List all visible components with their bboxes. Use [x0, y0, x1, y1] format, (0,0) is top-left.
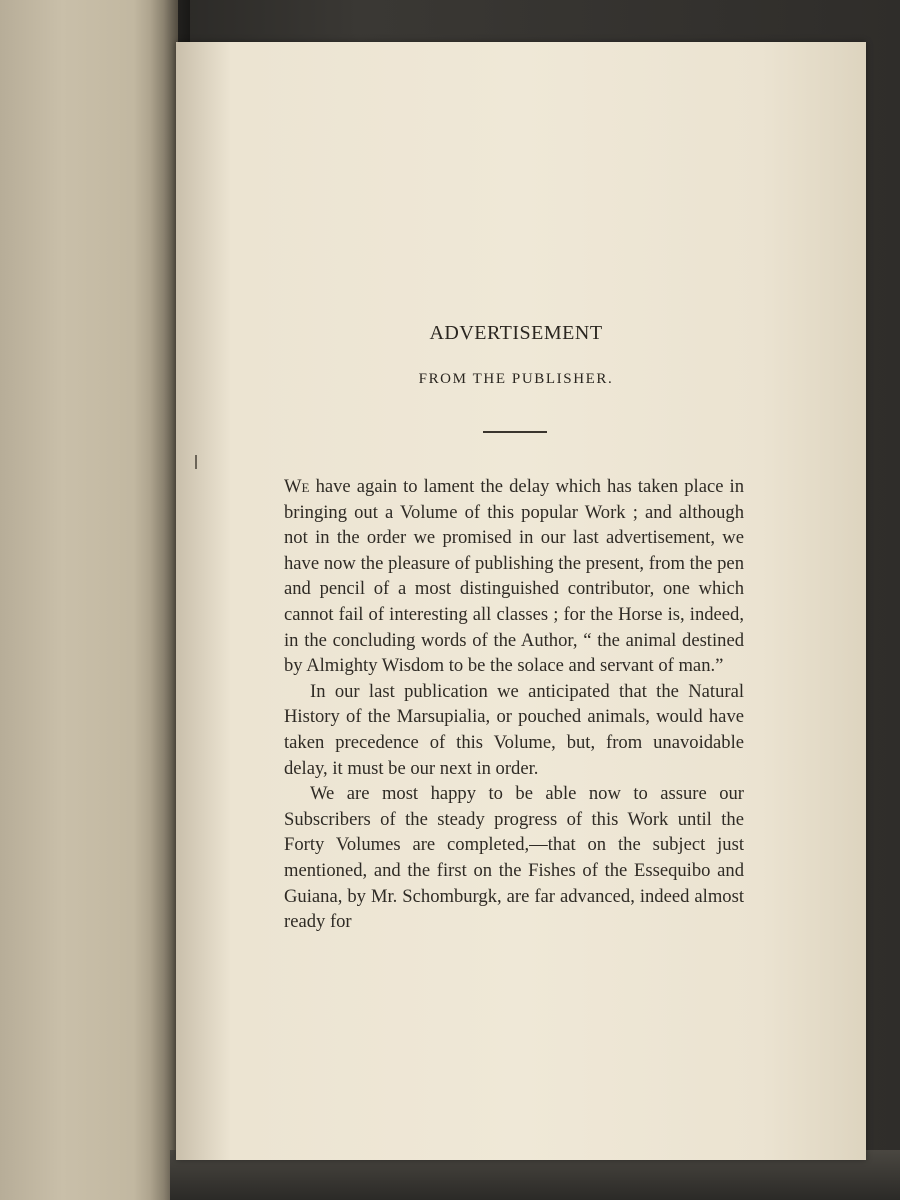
paragraph-1-lead: We — [284, 476, 310, 497]
paragraph-3: We are most happy to be able now to assure our Subscribers of the steady progress of this Work until the Forty Volumes are completed,—that on the subject just mentioned, and the first on the Fishes of the Essequibo and Guiana, by Mr. Schomburgk, are far advanced, indeed almost ready for — [284, 783, 744, 933]
paragraph-2: In our last publication we anticipated that the Natural History of the Marsupialia, or pouched animals, would have taken precedence of this Volume, but, from unavoidable delay, it must be our next in order. — [284, 680, 744, 779]
paragraph-1 — [284, 474, 744, 679]
advertisement-body — [284, 474, 744, 935]
page-subtitle: FROM THE PUBLISHER. — [418, 371, 614, 387]
page-title: ADVERTISEMENT — [429, 322, 603, 344]
margin-mark — [195, 455, 197, 469]
divider-rule — [483, 431, 547, 433]
paragraph-1-text: have again to lament the delay which has taken place in bringing out a Volume of this popular Work ; and although not in the order we promised in our last advertisement, we have now the pleasure of publishing the present, from the pen and pencil of a most distinguished contributor, one which cannot fail of interesting all classes ; for the Horse is, indeed, in the concluding words of the Author, “ the animal destined by Almighty Wisdom to be the solace and servant of man.” — [284, 476, 744, 677]
right-page — [176, 42, 866, 1160]
